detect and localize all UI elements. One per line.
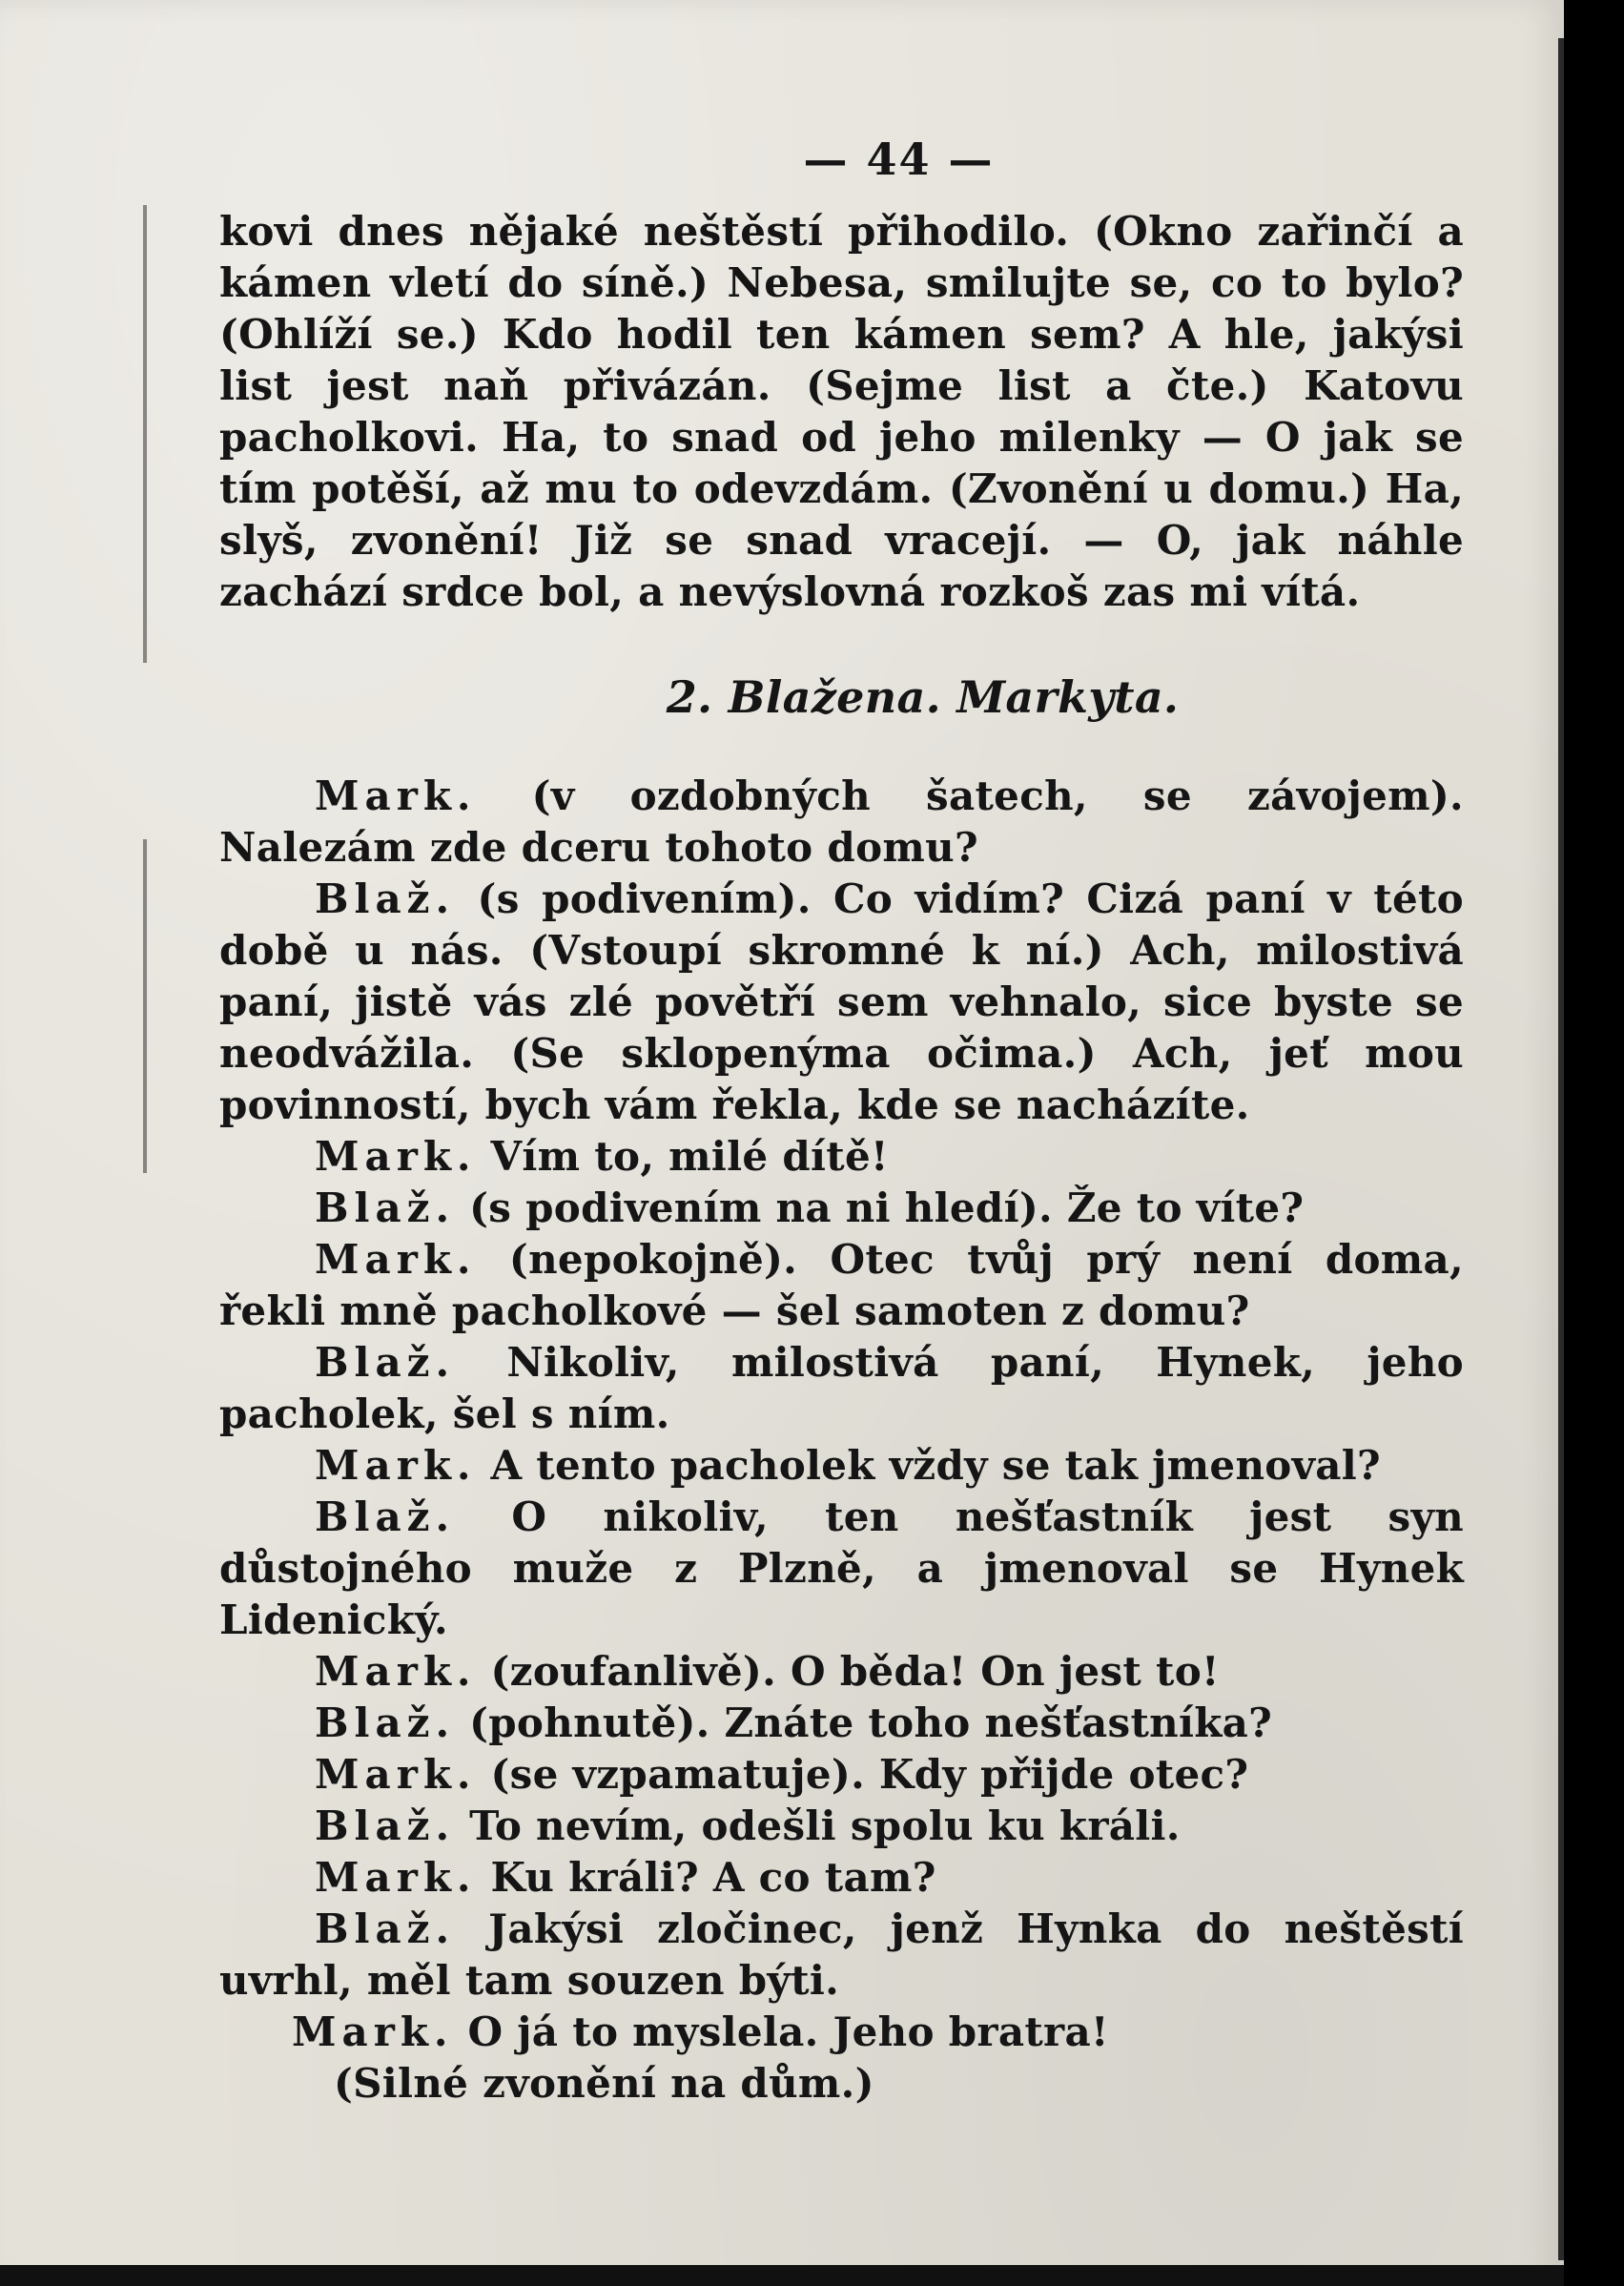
speaker-name: Blaž. <box>315 1339 456 1386</box>
page-text <box>219 134 1464 2110</box>
speech-text: (v ozdobných šatech, se závojem). Nalezám zde dceru tohoto domu? <box>219 772 1464 871</box>
speech-line <box>219 1646 1464 1698</box>
speech-line <box>219 1337 1464 1440</box>
speaker-name: Mark. <box>315 1236 477 1283</box>
speech-text: Vím to, milé dítě! <box>490 1133 889 1180</box>
speech-line <box>219 1183 1464 1234</box>
speech-text: Jakýsi zločinec, jenž Hynka do neštěstí uvrhl, měl tam souzen býti. <box>219 1905 1464 2004</box>
speaker-name: Blaž. <box>315 1184 456 1231</box>
speech-line <box>219 874 1464 1131</box>
speech-text: (s podivením). Co vidím? Cizá paní v této době u nás. (Vstoupí skromné k ní.) Ach, milostivá paní, jistě vás zlé povětří sem vehnalo, sice byste se neodvážila. (Se sklopenýma očima.) Ach, jeť mou povinností, bych vám řekla, kde se nacházíte. <box>219 875 1464 1128</box>
intro-paragraph: kovi dnes nějaké neštěstí přihodilo. (Okno zařinčí a kámen vletí do síně.) Nebesa, smilujte se, co to bylo? (Ohlíží se.) Kdo hodil ten kámen sem? A hle, jakýsi list jest naň přivázán. (Sejme list a čte.) Katovu pacholkovi. Ha, to snad od jeho milenky — O jak se tím potěší, až mu to odevzdám. (Zvonění u domu.) Ha, slyš, zvonění! Již se snad vracejí. — O, jak náhle zachází srdce bol, a nevýslovná rozkoš zas mi vítá. <box>219 208 1464 615</box>
speaker-name: Mark. <box>315 1442 477 1489</box>
speech-line <box>219 1440 1464 1492</box>
speech-text: Ku králi? A co tam? <box>490 1854 936 1901</box>
speech-line <box>219 1852 1464 1904</box>
speech-text: (nepokojně). Otec tvůj prý není doma, řekli mně pacholkové — šel samoten z domu? <box>219 1236 1464 1334</box>
speech-line <box>219 1904 1464 2007</box>
speaker-name: Mark. <box>315 1751 477 1798</box>
speaker-name: Blaž. <box>315 1905 456 1952</box>
speech-line <box>219 2007 1464 2058</box>
page-edge <box>0 2265 1564 2286</box>
speech-line <box>219 1749 1464 1801</box>
speaker-name: Mark. <box>315 1648 477 1695</box>
speech-text: (s podivením na ni hledí). Že to víte? <box>469 1184 1305 1231</box>
speech-text: (pohnutě). Znáte toho nešťastníka? <box>469 1699 1273 1746</box>
page-number: — 44 — <box>803 134 995 185</box>
page-edge <box>1558 38 1564 2260</box>
speech-line <box>219 1492 1464 1646</box>
margin-mark <box>143 839 147 1173</box>
scene-heading: 2. Blažena. Markyta. <box>666 671 1180 723</box>
speech-text: O nikoliv, ten nešťastník jest syn důstojného muže z Plzně, a jmenoval se Hynek Lidenický. <box>219 1493 1464 1643</box>
speech-line <box>219 1234 1464 1337</box>
speech-text: To nevím, odešli spolu ku králi. <box>469 1802 1181 1849</box>
speaker-name: Blaž. <box>315 875 456 922</box>
speaker-name: Mark. <box>292 2008 454 2055</box>
speech-text: Nikoliv, milostivá paní, Hynek, jeho pacholek, šel s ním. <box>219 1339 1464 1437</box>
speaker-name: Blaž. <box>315 1699 456 1746</box>
speaker-name: Mark. <box>315 772 477 819</box>
speech-text: A tento pacholek vždy se tak jmenoval? <box>490 1442 1381 1489</box>
speaker-name: Blaž. <box>315 1493 456 1540</box>
speech-text: (zoufanlivě). O běda! On jest to! <box>490 1648 1220 1695</box>
margin-mark <box>143 205 147 663</box>
speech-line <box>219 771 1464 874</box>
speech-line <box>219 1801 1464 1852</box>
speech-line <box>219 1698 1464 1749</box>
speaker-name: Mark. <box>315 1854 477 1901</box>
speaker-name: Blaž. <box>315 1802 456 1849</box>
stage-direction: (Silné zvonění na dům.) <box>334 2060 874 2107</box>
speaker-name: Mark. <box>315 1133 477 1180</box>
speech-line <box>219 1131 1464 1183</box>
speech-text: (se vzpamatuje). Kdy přijde otec? <box>490 1751 1249 1798</box>
speech-text: O já to myslela. Jeho bratra! <box>467 2008 1109 2055</box>
